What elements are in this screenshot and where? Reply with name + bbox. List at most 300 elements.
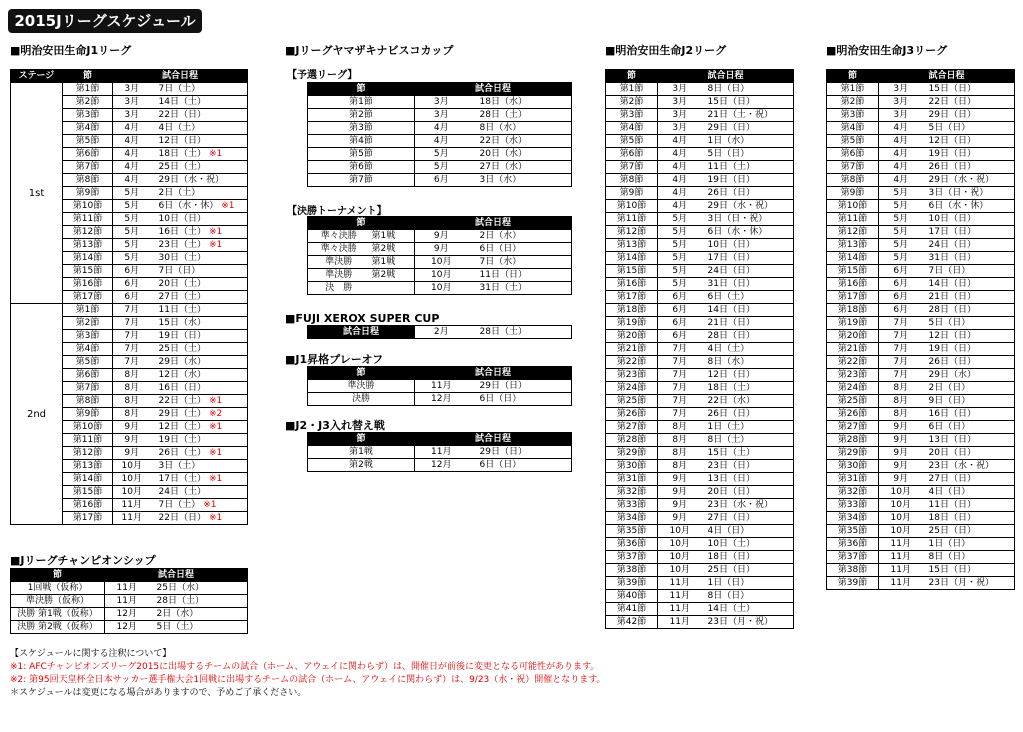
table-row: [308, 230, 572, 243]
j2-title: ■明治安田生命J2リーグ: [605, 44, 727, 57]
table-row: [308, 243, 572, 256]
day-cell: [151, 148, 248, 161]
month-cell: 4月: [879, 148, 923, 161]
month-cell: 7月: [113, 317, 151, 330]
day-cell: [151, 278, 248, 291]
header-stage: ステージ: [11, 70, 63, 83]
setsu-cell: 第11節: [827, 213, 879, 226]
table-row: [827, 564, 1015, 577]
month-cell: 3月: [658, 109, 702, 122]
day-cell: 29日（日）: [468, 380, 572, 393]
day-cell: 3日（水）: [468, 174, 572, 187]
day-text: 22日（日）: [158, 109, 206, 120]
day-text: 12日（土）: [158, 421, 206, 432]
day-cell: [151, 499, 248, 512]
month-cell: 5月: [879, 252, 923, 265]
setsu-cell: 第21節: [827, 343, 879, 356]
month-cell: 3月: [879, 109, 923, 122]
table-row: [606, 252, 794, 265]
month-cell: 5月: [113, 213, 151, 226]
stage-cell: 2nd: [11, 304, 63, 525]
j2j3-table: [307, 432, 572, 472]
note-mark: ※1: [208, 226, 223, 237]
table-row: [827, 265, 1015, 278]
header-date: 試合日程: [105, 569, 248, 582]
j2j3-title: ■J2・J3入れ替え戦: [285, 419, 385, 432]
day-cell: 6日（日）: [923, 421, 1015, 434]
day-text: 20日（土）: [158, 278, 206, 289]
month-cell: 7月: [879, 369, 923, 382]
day-cell: 29日（日）: [702, 122, 794, 135]
day-cell: 1日（日）: [702, 577, 794, 590]
setsu-cell: 第36節: [827, 538, 879, 551]
setsu-cell: 第13節: [63, 460, 113, 473]
setsu-cell: 第9節: [63, 408, 113, 421]
month-cell: 11月: [658, 577, 702, 590]
setsu-cell: 第28節: [606, 434, 658, 447]
header-setsu: 節: [308, 433, 415, 446]
month-cell: 5月: [658, 239, 702, 252]
table-row: [827, 421, 1015, 434]
day-cell: 29日（日）: [923, 109, 1015, 122]
setsu-cell: 第32節: [827, 486, 879, 499]
round-cell: 準々決勝: [308, 230, 370, 243]
day-cell: 19日（日）: [923, 148, 1015, 161]
month-cell: 5月: [113, 187, 151, 200]
table-row: [827, 369, 1015, 382]
table-row: [606, 447, 794, 460]
nabisco-group-table: [307, 82, 572, 187]
leg-cell: 第1戦: [370, 256, 415, 269]
setsu-cell: 第8節: [63, 174, 113, 187]
month-cell: 4月: [415, 135, 468, 148]
setsu-cell: 第27節: [827, 421, 879, 434]
j2-schedule-table: [605, 69, 794, 629]
month-cell: 8月: [879, 408, 923, 421]
month-cell: 8月: [658, 421, 702, 434]
setsu-cell: 第2節: [63, 96, 113, 109]
month-cell: 10月: [415, 282, 468, 295]
day-cell: 20日（日）: [923, 447, 1015, 460]
month-cell: 7月: [658, 356, 702, 369]
month-cell: 5月: [113, 226, 151, 239]
day-cell: 21日（日）: [702, 317, 794, 330]
day-cell: 23日（水・祝）: [702, 499, 794, 512]
setsu-cell: 第11節: [63, 213, 113, 226]
table-row: [827, 226, 1015, 239]
setsu-cell: 第3節: [63, 109, 113, 122]
cs-schedule-table: [10, 568, 248, 634]
setsu-cell: 第21節: [606, 343, 658, 356]
nabisco-ko-label: 【決勝トーナメント】: [287, 206, 387, 217]
day-cell: 26日（日）: [923, 161, 1015, 174]
day-cell: 5日（日）: [923, 317, 1015, 330]
day-cell: 15日（日）: [923, 83, 1015, 96]
xerox-table: [307, 325, 572, 339]
setsu-cell: 第1節: [827, 83, 879, 96]
day-text: 19日（土）: [158, 434, 206, 445]
day-cell: 28日（土）: [468, 109, 572, 122]
table-row: [11, 582, 248, 595]
table-row: [827, 343, 1015, 356]
day-cell: 7日（日）: [923, 265, 1015, 278]
day-cell: 29日（水・祝）: [923, 174, 1015, 187]
table-row: [827, 174, 1015, 187]
day-cell: [151, 486, 248, 499]
table-row: [827, 161, 1015, 174]
day-text: 26日（土）: [158, 447, 206, 458]
table-row: [606, 304, 794, 317]
j1po-title: ■J1昇格プレーオフ: [285, 353, 384, 366]
month-cell: 4月: [113, 161, 151, 174]
day-cell: [151, 161, 248, 174]
setsu-cell: 第33節: [827, 499, 879, 512]
nabisco-title: ■Jリーグヤマザキナビスコカップ: [285, 44, 454, 57]
month-cell: 6月: [113, 265, 151, 278]
day-cell: 21日（土・祝）: [702, 109, 794, 122]
round-cell: 準々決勝: [308, 243, 370, 256]
month-cell: 5月: [879, 213, 923, 226]
day-cell: 8日（日）: [923, 551, 1015, 564]
day-cell: 12日（日）: [923, 330, 1015, 343]
day-cell: 5日（日）: [702, 148, 794, 161]
month-cell: 7月: [658, 343, 702, 356]
day-cell: 26日（日）: [923, 356, 1015, 369]
setsu-cell: 第33節: [606, 499, 658, 512]
day-text: 16日（土）: [158, 226, 206, 237]
month-cell: 12月: [415, 393, 468, 406]
day-cell: 15日（土）: [702, 447, 794, 460]
page-title: 2015Jリーグスケジュール: [8, 9, 202, 33]
table-row: [827, 304, 1015, 317]
table-row: [827, 83, 1015, 96]
setsu-cell: 第9節: [827, 187, 879, 200]
table-row: [606, 187, 794, 200]
month-cell: 9月: [113, 421, 151, 434]
month-cell: 6月: [879, 265, 923, 278]
table-row: [606, 226, 794, 239]
day-cell: 3日（日・祝）: [923, 187, 1015, 200]
month-cell: 12月: [105, 608, 149, 621]
day-text: 25日（土）: [158, 161, 206, 172]
table-row: [606, 278, 794, 291]
day-cell: 27日（水）: [468, 161, 572, 174]
table-row: [606, 265, 794, 278]
day-cell: 31日（日）: [923, 252, 1015, 265]
month-cell: 7月: [879, 317, 923, 330]
day-cell: 7日（水）: [468, 256, 572, 269]
table-row: [606, 473, 794, 486]
setsu-cell: 第12節: [63, 226, 113, 239]
leg-cell: 第2戦: [370, 243, 415, 256]
day-cell: [151, 460, 248, 473]
setsu-cell: 第14節: [63, 473, 113, 486]
leg-cell: 第2戦: [370, 269, 415, 282]
table-row: [827, 96, 1015, 109]
month-cell: 3月: [658, 122, 702, 135]
setsu-cell: 第3節: [63, 330, 113, 343]
note-mark: ※1: [203, 499, 217, 510]
setsu-cell: 第20節: [827, 330, 879, 343]
table-row: [827, 291, 1015, 304]
day-cell: 4日（日）: [702, 525, 794, 538]
month-cell: 10月: [113, 486, 151, 499]
header-date: 試合日程: [415, 367, 572, 380]
setsu-cell: 第13節: [63, 239, 113, 252]
month-cell: 3月: [879, 96, 923, 109]
setsu-cell: 準決勝: [308, 380, 415, 393]
month-cell: 9月: [113, 434, 151, 447]
day-cell: 25日（日）: [702, 564, 794, 577]
day-text: 22日（土）: [158, 395, 206, 406]
month-cell: 8月: [113, 382, 151, 395]
table-row: [308, 135, 572, 148]
day-cell: [151, 356, 248, 369]
setsu-cell: 第39節: [827, 577, 879, 590]
table-row: [606, 538, 794, 551]
table-row: [606, 434, 794, 447]
day-cell: 26日（日）: [702, 187, 794, 200]
table-row: [606, 603, 794, 616]
month-cell: 10月: [415, 256, 468, 269]
day-cell: 12日（日）: [923, 135, 1015, 148]
setsu-cell: 第28節: [827, 434, 879, 447]
month-cell: 5月: [658, 278, 702, 291]
table-row: [308, 109, 572, 122]
day-text: 7日（日）: [158, 265, 201, 276]
day-cell: 6日（土）: [702, 291, 794, 304]
header-setsu: 節: [11, 569, 105, 582]
day-cell: 31日（土）: [468, 282, 572, 295]
setsu-cell: 第1節: [63, 83, 113, 96]
table-row: [606, 135, 794, 148]
day-cell: 18日（日）: [702, 551, 794, 564]
month-cell: 5月: [658, 213, 702, 226]
setsu-cell: 第5節: [63, 135, 113, 148]
setsu-cell: 第15節: [606, 265, 658, 278]
day-cell: [151, 434, 248, 447]
month-cell: 3月: [415, 109, 468, 122]
day-cell: 17日（日）: [702, 252, 794, 265]
day-text: 29日（土）: [158, 408, 206, 419]
setsu-cell: 第18節: [606, 304, 658, 317]
day-cell: 13日（日）: [923, 434, 1015, 447]
setsu-cell: 第10節: [827, 200, 879, 213]
setsu-cell: 第25節: [827, 395, 879, 408]
table-row: [606, 421, 794, 434]
setsu-cell: 第42節: [606, 616, 658, 629]
day-cell: 22日（水）: [702, 395, 794, 408]
table-row: [308, 174, 572, 187]
xerox-title: ■FUJI XEROX SUPER CUP: [285, 312, 440, 325]
table-row: [606, 486, 794, 499]
month-cell: 4月: [658, 174, 702, 187]
setsu-cell: 第1節: [308, 96, 415, 109]
day-cell: [151, 369, 248, 382]
month-cell: 10月: [658, 564, 702, 577]
setsu-cell: 第13節: [606, 239, 658, 252]
table-row: [827, 356, 1015, 369]
table-row: [827, 317, 1015, 330]
table-row: [606, 239, 794, 252]
nabisco-ko-table: [307, 216, 572, 295]
table-row: [827, 278, 1015, 291]
xerox-day: 28日（土）: [468, 326, 572, 339]
day-text: 12日（日）: [158, 135, 206, 146]
setsu-cell: 第1節: [606, 83, 658, 96]
setsu-cell: 1回戦（仮称）: [11, 582, 105, 595]
day-cell: 31日（日）: [702, 278, 794, 291]
month-cell: 6月: [658, 330, 702, 343]
day-cell: 27日（日）: [923, 473, 1015, 486]
month-cell: 11月: [105, 582, 149, 595]
day-cell: 24日（日）: [702, 265, 794, 278]
day-cell: 28日（土）: [149, 595, 248, 608]
header-date: 試合日程: [658, 70, 794, 83]
month-cell: 6月: [415, 174, 468, 187]
day-text: 22日（日）: [158, 512, 206, 523]
day-cell: [151, 395, 248, 408]
table-row: [11, 595, 248, 608]
setsu-cell: 第35節: [827, 525, 879, 538]
setsu-cell: 第32節: [606, 486, 658, 499]
month-cell: 5月: [113, 252, 151, 265]
setsu-cell: 第9節: [63, 187, 113, 200]
month-cell: 5月: [879, 226, 923, 239]
setsu-cell: 第15節: [63, 486, 113, 499]
setsu-cell: 第38節: [827, 564, 879, 577]
table-row: [606, 330, 794, 343]
month-cell: 11月: [879, 538, 923, 551]
setsu-cell: 第6節: [63, 369, 113, 382]
day-cell: 22日（水）: [468, 135, 572, 148]
setsu-cell: 第34節: [606, 512, 658, 525]
month-cell: 5月: [658, 226, 702, 239]
setsu-cell: 第1戦: [308, 446, 415, 459]
table-row: [308, 380, 572, 393]
day-cell: 15日（日）: [923, 564, 1015, 577]
setsu-cell: 第3節: [606, 109, 658, 122]
note-mark: ※1: [208, 512, 223, 523]
month-cell: 9月: [113, 447, 151, 460]
setsu-cell: 第16節: [827, 278, 879, 291]
day-cell: 1日（水）: [702, 135, 794, 148]
day-cell: [151, 473, 248, 486]
month-cell: 5月: [879, 200, 923, 213]
month-cell: 6月: [879, 278, 923, 291]
day-text: 25日（土）: [158, 343, 206, 354]
note-mark: ※1: [208, 421, 223, 432]
table-row: [827, 135, 1015, 148]
table-row: [606, 96, 794, 109]
setsu-cell: 第17節: [606, 291, 658, 304]
note-mark: ※1: [208, 395, 223, 406]
table-row: [827, 512, 1015, 525]
setsu-cell: 第16節: [63, 278, 113, 291]
table-row: [827, 382, 1015, 395]
header-date: 試合日程: [113, 70, 248, 83]
table-row: [606, 616, 794, 629]
setsu-cell: 第37節: [827, 551, 879, 564]
header-date: 試合日程: [879, 70, 1015, 83]
setsu-cell: 第8節: [827, 174, 879, 187]
month-cell: 8月: [113, 395, 151, 408]
day-cell: 1日（土）: [702, 421, 794, 434]
table-row: [827, 551, 1015, 564]
day-text: 19日（日）: [158, 330, 206, 341]
table-row: [827, 525, 1015, 538]
day-cell: [151, 421, 248, 434]
setsu-cell: 第17節: [63, 291, 113, 304]
month-cell: 4月: [113, 135, 151, 148]
day-cell: 10日（日）: [702, 239, 794, 252]
month-cell: 9月: [415, 230, 468, 243]
day-text: 11日（土）: [158, 304, 206, 315]
table-row: [827, 499, 1015, 512]
setsu-cell: 第16節: [63, 499, 113, 512]
table-row: [11, 304, 248, 317]
setsu-cell: 第6節: [63, 148, 113, 161]
day-cell: 6日（日）: [468, 243, 572, 256]
month-cell: 9月: [879, 473, 923, 486]
setsu-cell: 第26節: [827, 408, 879, 421]
day-text: 27日（土）: [158, 291, 206, 302]
month-cell: 10月: [658, 551, 702, 564]
month-cell: 5月: [879, 187, 923, 200]
round-cell: 決 勝: [308, 282, 370, 295]
table-row: [11, 608, 248, 621]
month-cell: 8月: [113, 369, 151, 382]
day-cell: 6日（日）: [468, 459, 572, 472]
day-cell: 25日（日）: [923, 525, 1015, 538]
j3-schedule-table: [826, 69, 1015, 590]
note-mark: ※2: [208, 408, 223, 419]
month-cell: 4月: [879, 122, 923, 135]
month-cell: 9月: [658, 499, 702, 512]
setsu-cell: 第37節: [606, 551, 658, 564]
day-cell: 19日（日）: [923, 343, 1015, 356]
setsu-cell: 第19節: [606, 317, 658, 330]
table-row: [827, 200, 1015, 213]
month-cell: 5月: [658, 265, 702, 278]
day-cell: 26日（日）: [702, 408, 794, 421]
day-text: 17日（土）: [158, 473, 206, 484]
day-text: 2日（土）: [158, 187, 201, 198]
day-cell: 8日（土）: [702, 434, 794, 447]
day-cell: 29日（日）: [468, 446, 572, 459]
table-row: [606, 343, 794, 356]
table-row: [308, 269, 572, 282]
month-cell: 7月: [879, 343, 923, 356]
table-row: [606, 122, 794, 135]
table-row: [606, 356, 794, 369]
setsu-cell: 第12節: [827, 226, 879, 239]
setsu-cell: 第11節: [63, 434, 113, 447]
setsu-cell: 第7節: [606, 161, 658, 174]
setsu-cell: 第9節: [606, 187, 658, 200]
table-row: [308, 122, 572, 135]
header-date: 試合日程: [415, 433, 572, 446]
setsu-cell: 第18節: [827, 304, 879, 317]
table-row: [606, 369, 794, 382]
setsu-cell: 第35節: [606, 525, 658, 538]
setsu-cell: 第4節: [827, 122, 879, 135]
month-cell: 9月: [879, 421, 923, 434]
table-row: [606, 577, 794, 590]
day-cell: 23日（水・祝）: [923, 460, 1015, 473]
setsu-cell: 第3節: [308, 122, 415, 135]
day-cell: 9日（日）: [923, 395, 1015, 408]
